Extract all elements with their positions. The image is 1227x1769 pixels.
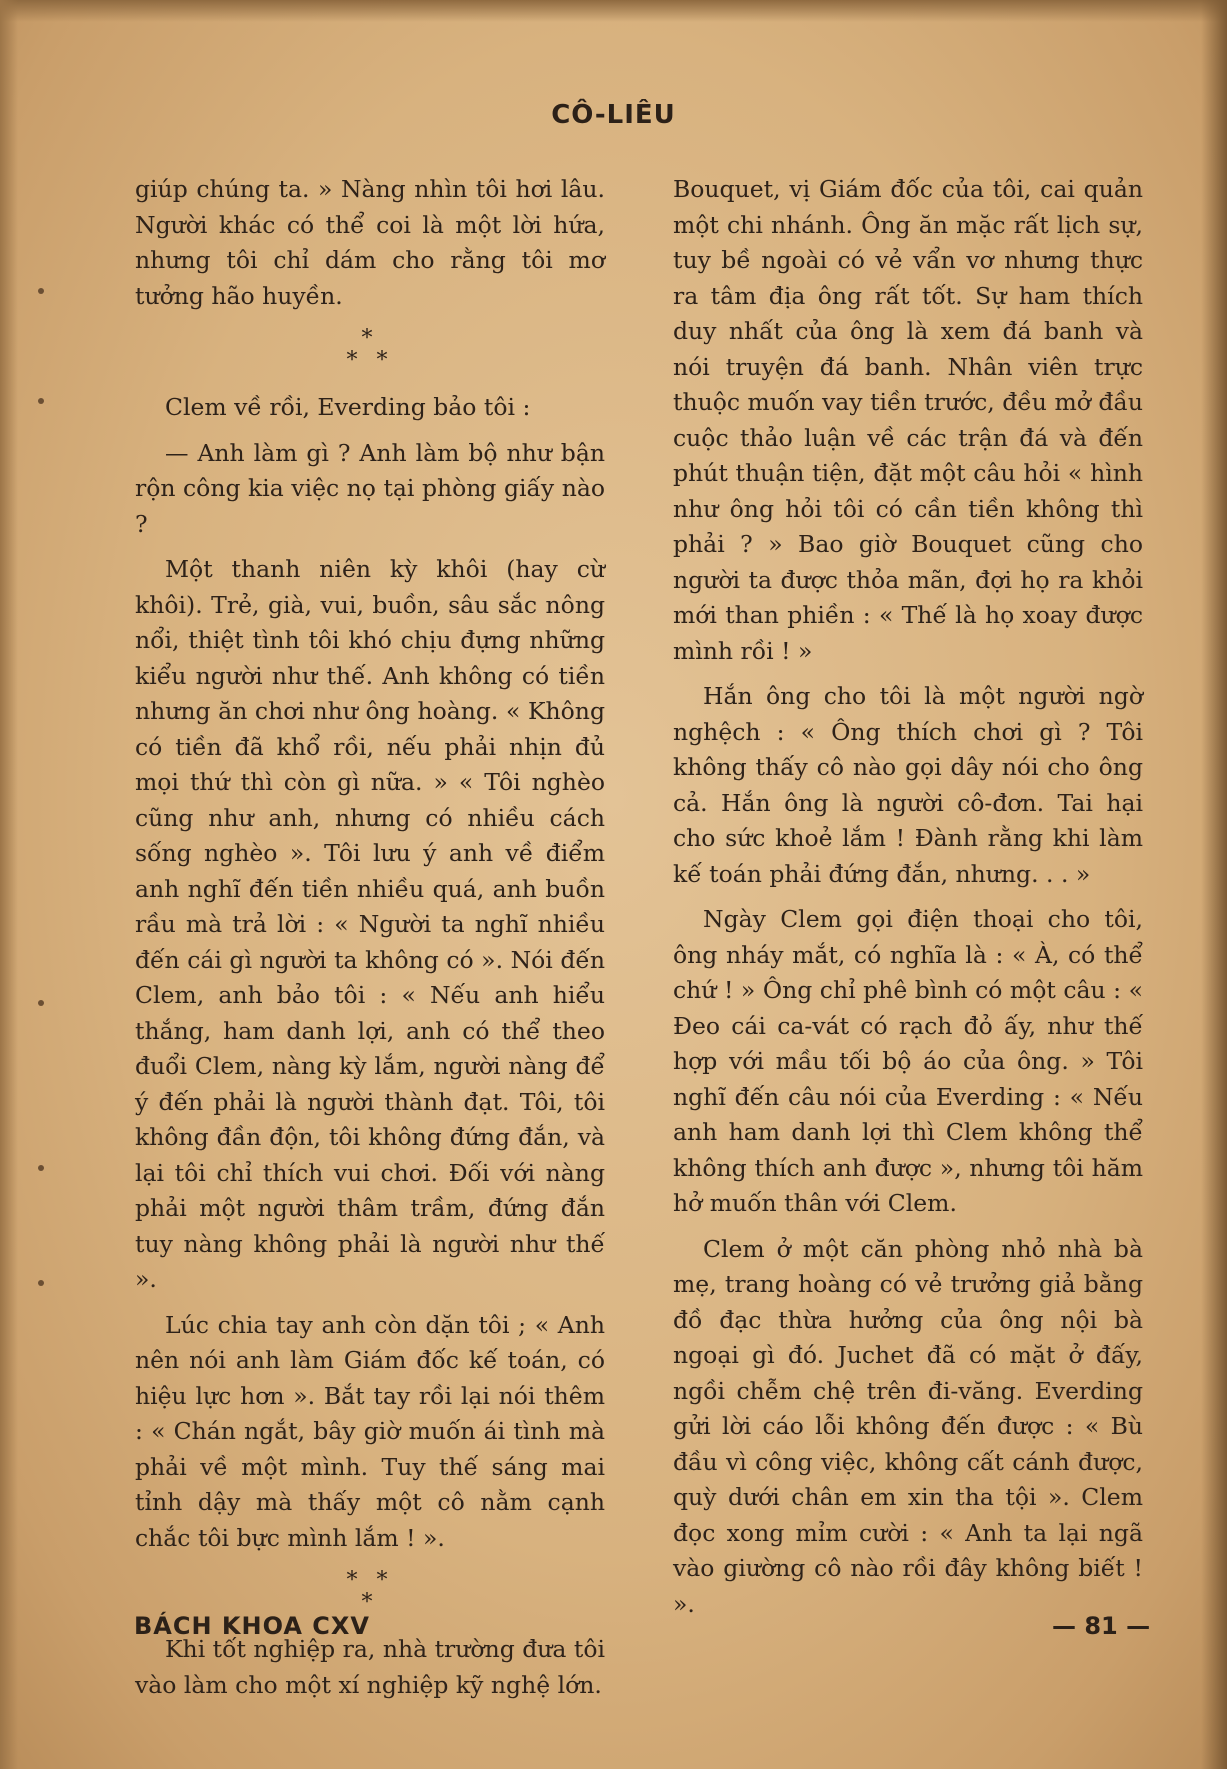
section-separator: [135, 328, 605, 372]
paragraph: Hắn ông cho tôi là một người ngờ nghệch : « Ông thích chơi gì ? Tôi không thấy cô nào gọi dây nói cho ông cả. Hắn ông là người cô-đơn. Tai hại cho sức khoẻ lắm ! Đành rằng khi làm kế toán phải đứng đắn, nhưng. . . »: [673, 682, 1143, 888]
page-number: — 81 —: [1052, 1612, 1151, 1640]
margin-mark: [38, 398, 44, 404]
separator-star: *: [346, 348, 364, 373]
margin-mark: [38, 1165, 44, 1171]
publication-name: BÁCH KHOA CXV: [134, 1612, 370, 1640]
margin-mark: [38, 1280, 44, 1286]
paragraph: Lúc chia tay anh còn dặn tôi ; « Anh nên nói anh làm Giám đốc kế toán, có hiệu lực hơn ». Bắt tay rồi lại nói thêm : « Chán ngắt, bây giờ muốn ái tình mà phải về một mình. Tuy thế sáng mai tỉnh dậy mà thấy một cô nằm cạnh chắc tôi bực mình lắm ! ».: [135, 1310, 605, 1552]
left-column: [135, 172, 605, 1713]
margin-mark: [38, 1000, 44, 1006]
page-edge-shadow: [0, 0, 1227, 22]
paragraph: Một thanh niên kỳ khôi (hay cừ khôi). Trẻ, già, vui, buồn, sâu sắc nông nổi, thiệt tình tôi khó chịu đựng những kiểu người như thế. Anh không có tiền nhưng ăn chơi như ông hoàng. « Không có tiền đã khổ rồi, nếu phải nhịn đủ mọi thứ thì còn gì nữa. » « Tôi nghèo cũng như anh, nhưng có nhiều cách sống nghèo ». Tôi lưu ý anh về điểm anh nghĩ đến tiền nhiều quá, anh buồn rầu mà trả lời : « Người ta nghĩ nhiều đến cái gì người ta không có ». Nói đến Clem, anh bảo tôi : « Nếu anh hiểu thắng, ham danh lợi, anh có thể theo đuổi Clem, nàng kỳ lắm, người nàng để ý đến phải là người thành đạt. Tôi, tôi không đần độn, tôi không đứng đắn, và lại tôi chỉ thích vui chơi. Đối với nàng phải một người thâm trầm, đứng đắn tuy nàng không phải là người như thế ».: [135, 555, 605, 1293]
margin-mark: [38, 288, 44, 294]
paragraph: Bouquet, vị Giám đốc của tôi, cai quản một chi nhánh. Ông ăn mặc rất lịch sự, tuy bề ngoài có vẻ vẩn vơ nhưng thực ra tâm địa ông rất tốt. Sự ham thích duy nhất của ông là xem đá banh và nói truyện đá banh. Nhân viên trực thuộc muốn vay tiền trước, đều mở đầu cuộc thảo luận về các trận đá và đến phút thuận tiện, đặt một câu hỏi « hình như ông hỏi tôi có cần tiền không thì phải ? » Bao giờ Bouquet cũng cho người ta được thỏa mãn, đợi họ ra khỏi mới than phiền : « Thế là họ xoay được mình rồi ! »: [673, 175, 1143, 665]
separator-star: *: [346, 1568, 364, 1593]
separator-star-pair: [135, 350, 605, 372]
separator-star: *: [376, 348, 394, 373]
paragraph: Ngày Clem gọi điện thoại cho tôi, ông nháy mắt, có nghĩa là : « À, có thể chứ ! » Ông chỉ phê bình có một câu : « Đeo cái ca-vát có rạch đỏ ấy, như thế hợp với mầu tối bộ áo của ông. » Tôi nghĩ đến câu nói của Everding : « Nếu anh ham danh lợi thì Clem không thể không thích anh được », nhưng tôi hăm hở muốn thân với Clem.: [673, 905, 1143, 1217]
paragraph: Clem về rồi, Everding bảo tôi :: [165, 393, 531, 421]
section-separator: [135, 1570, 605, 1614]
page-edge-shadow: [0, 0, 18, 1769]
separator-star: *: [361, 326, 379, 351]
paragraph: Khi tốt nghiệp ra, nhà trường đưa tôi vào làm cho một xí nghiệp kỹ nghệ lớn.: [135, 1635, 605, 1699]
paragraph: giúp chúng ta. » Nàng nhìn tôi hơi lâu. Người khác có thể coi là một lời hứa, nhưng tôi chỉ dám cho rằng tôi mơ tưởng hão huyền.: [135, 175, 605, 310]
right-column: [673, 172, 1143, 1632]
page-edge-shadow: [1201, 0, 1227, 1769]
paragraph: — Anh làm gì ? Anh làm bộ như bận rộn công kia việc nọ tại phòng giấy nào ?: [135, 438, 605, 538]
running-header: CÔ-LIÊU: [551, 100, 676, 130]
paragraph: Clem ở một căn phòng nhỏ nhà bà mẹ, trang hoàng có vẻ trưởng giả bằng đồ đạc thừa hưởng của ông nội bà ngoại gì đó. Juchet đã có mặt ở đấy, ngồi chễm chệ trên đi-văng. Everding gửi lời cáo lỗi không đến được : « Bù đầu vì công việc, không cất cánh được, quỳ dưới chân em xin tha tội ». Clem đọc xong mỉm cười : « Anh ta lại ngã vào giường cô nào rồi đây không biết ! ».: [673, 1234, 1143, 1618]
separator-star: *: [361, 1590, 379, 1615]
separator-star: *: [376, 1568, 394, 1593]
separator-star-pair: [135, 1570, 605, 1592]
